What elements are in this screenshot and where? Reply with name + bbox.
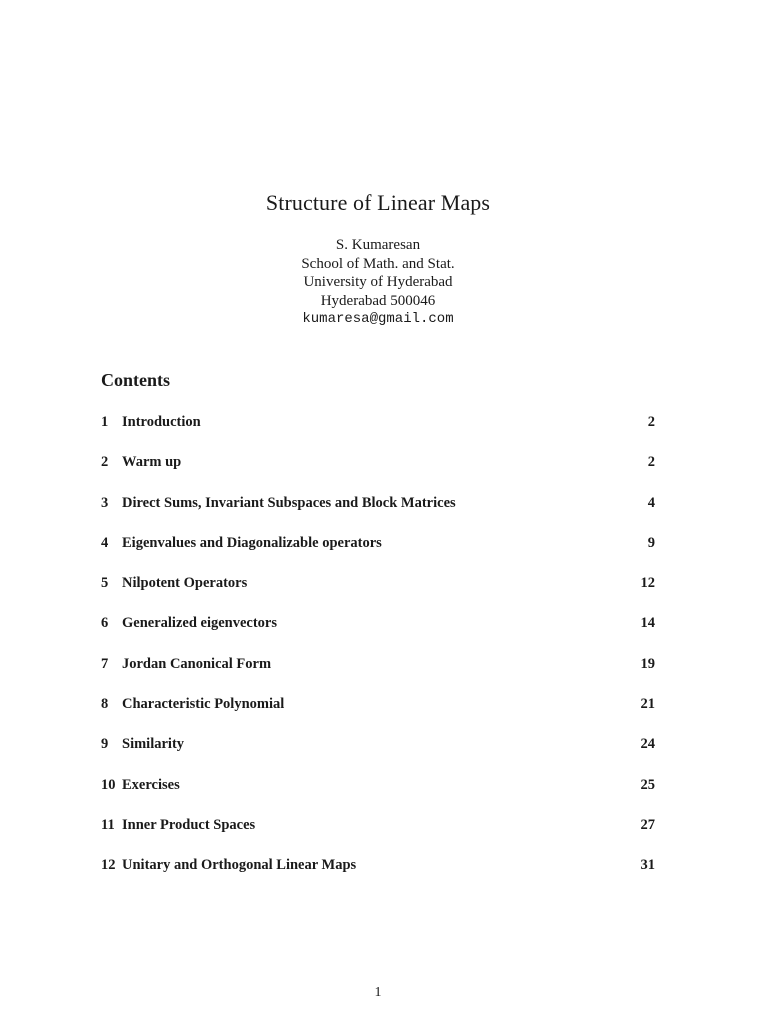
- toc-entry-page[interactable]: 2: [647, 454, 655, 471]
- toc-entry-number: 9: [101, 736, 109, 753]
- table-of-contents: [101, 412, 655, 896]
- toc-entry-page[interactable]: 14: [640, 615, 655, 632]
- toc-entry-number: 12: [101, 857, 116, 874]
- toc-entry-page[interactable]: 19: [640, 655, 655, 672]
- toc-entry-page[interactable]: 12: [640, 575, 655, 592]
- toc-entry-title[interactable]: Inner Product Spaces: [122, 816, 256, 833]
- toc-entry-title[interactable]: Introduction: [122, 414, 201, 430]
- toc-entry-title[interactable]: Similarity: [122, 736, 185, 753]
- toc-entry[interactable]: [101, 815, 655, 855]
- toc-entry-title[interactable]: Nilpotent Operators: [122, 575, 248, 592]
- toc-entry-number: 1: [101, 414, 109, 430]
- toc-entry-title[interactable]: Generalized eigenvectors: [122, 615, 278, 632]
- author-university: University of Hyderabad: [303, 274, 453, 290]
- author-city: Hyderabad 500046: [320, 292, 436, 309]
- toc-entry[interactable]: [101, 493, 655, 533]
- toc-entry[interactable]: [101, 533, 655, 573]
- toc-entry-title[interactable]: Eigenvalues and Diagonalizable operators: [122, 534, 382, 551]
- toc-entry-number: 8: [101, 696, 109, 713]
- toc-entry-page[interactable]: 2: [647, 414, 655, 430]
- toc-entry-page[interactable]: 25: [640, 776, 655, 793]
- toc-entry-title[interactable]: Characteristic Polynomial: [122, 696, 285, 713]
- toc-entry[interactable]: [101, 452, 655, 492]
- toc-entry-page[interactable]: 4: [647, 494, 655, 511]
- toc-entry-number: 4: [101, 534, 109, 551]
- toc-entry-page[interactable]: 21: [640, 696, 655, 713]
- author-block: [0, 236, 756, 329]
- toc-entry-title[interactable]: Warm up: [122, 454, 182, 471]
- toc-entry-title[interactable]: Direct Sums, Invariant Subspaces and Block Matrices: [122, 494, 456, 511]
- toc-entry[interactable]: [101, 613, 655, 653]
- toc-entry-page[interactable]: 27: [640, 816, 655, 833]
- toc-entry-number: 10: [101, 776, 116, 793]
- author-name: S. Kumaresan: [335, 237, 421, 253]
- toc-entry-number: 11: [101, 816, 115, 833]
- toc-entry-page[interactable]: 31: [640, 857, 655, 874]
- toc-entry-title[interactable]: Unitary and Orthogonal Linear Maps: [122, 857, 357, 874]
- author-department: School of Math. and Stat.: [301, 255, 455, 272]
- toc-entry-title[interactable]: Exercises: [122, 776, 180, 793]
- toc-entry[interactable]: [101, 734, 655, 774]
- contents-heading: Contents: [101, 370, 171, 390]
- toc-entry[interactable]: [101, 775, 655, 815]
- toc-entry-number: 2: [101, 454, 109, 471]
- toc-entry-number: 5: [101, 575, 109, 592]
- toc-entry-number: 3: [101, 494, 109, 511]
- page-number: 1: [374, 985, 382, 1000]
- toc-entry[interactable]: [101, 412, 655, 452]
- toc-entry-number: 6: [101, 615, 109, 632]
- toc-entry-page[interactable]: 24: [640, 736, 655, 753]
- toc-entry[interactable]: [101, 855, 655, 895]
- toc-entry-title[interactable]: Jordan Canonical Form: [122, 655, 272, 672]
- toc-entry[interactable]: [101, 654, 655, 694]
- author-email: kumaresa@gmail.com: [302, 311, 454, 327]
- toc-entry[interactable]: [101, 694, 655, 734]
- document-title: Structure of Linear Maps: [265, 190, 491, 215]
- toc-entry[interactable]: [101, 573, 655, 613]
- toc-entry-page[interactable]: 9: [647, 534, 655, 551]
- toc-entry-number: 7: [101, 655, 109, 672]
